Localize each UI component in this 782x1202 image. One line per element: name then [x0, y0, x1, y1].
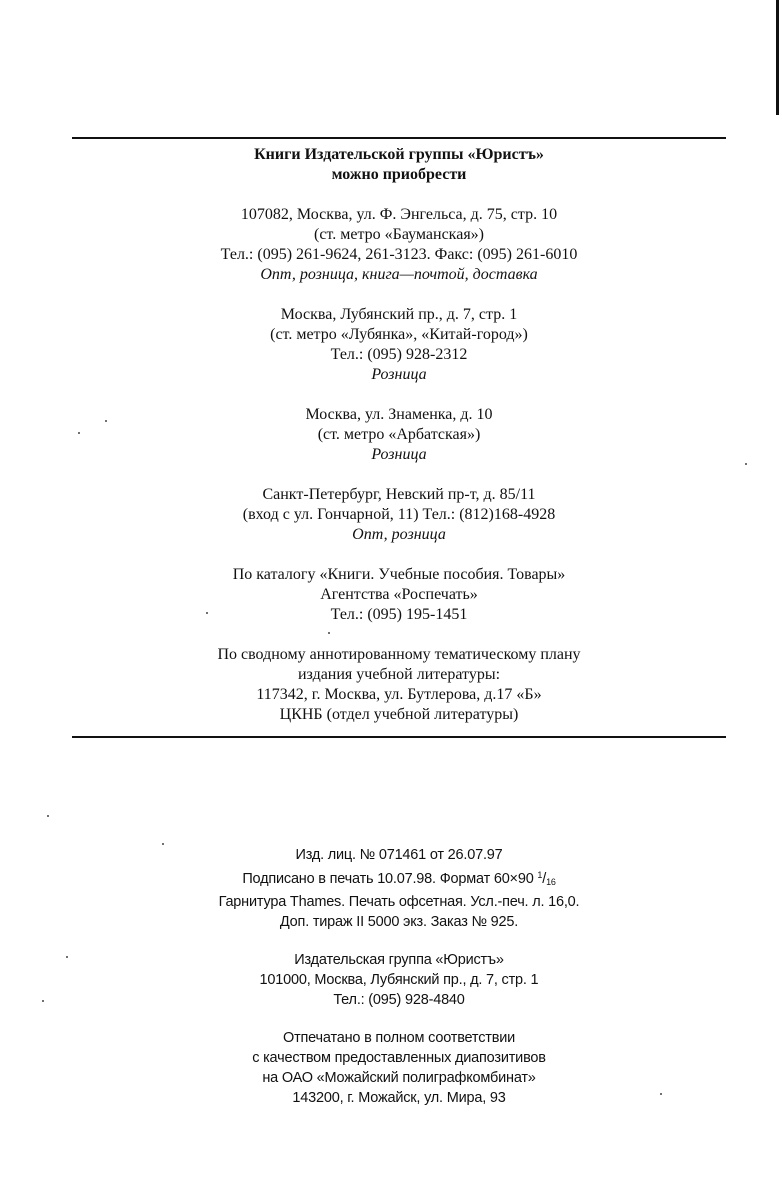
- publisher-contacts: [72, 950, 726, 1010]
- address-line: Москва, Лубянский пр., д. 7, стр. 1: [280, 306, 518, 323]
- sales-type: Розница: [371, 446, 427, 463]
- imprint-section: [72, 845, 726, 1108]
- license-line: Изд. лиц. № 071461 от 26.07.97: [295, 847, 503, 863]
- phone-line: Тел.: (095) 195-1451: [330, 606, 468, 623]
- phone-line: Тел.: (095) 928-2312: [330, 346, 468, 363]
- catalog-line: По каталогу «Книги. Учебные пособия. Товары»: [232, 566, 566, 583]
- location-spb: [72, 485, 726, 545]
- address-line: Санкт-Петербург, Невский пр-т, д. 85/11: [262, 486, 536, 503]
- heading-line-1: Книги Издательской группы «Юристъ»: [254, 146, 544, 163]
- catalog-rospechat: [72, 565, 726, 625]
- address-line: 117342, г. Москва, ул. Бутлерова, д.17 «Б»: [256, 686, 542, 703]
- sales-type: Опт, розница, книга—почтой, доставка: [260, 266, 538, 283]
- location-lubyanka: [72, 305, 726, 385]
- top-divider: [72, 137, 726, 139]
- signed-text: Подписано в печать 10.07.98. Формат 60×90: [242, 871, 534, 887]
- scan-speck: [47, 815, 49, 817]
- bottom-divider: [72, 736, 726, 738]
- sales-type: Опт, розница: [352, 526, 446, 543]
- scan-speck: [206, 612, 208, 614]
- agency-line: Агентства «Роспечать»: [320, 586, 478, 603]
- sales-type: Розница: [371, 366, 427, 383]
- signed-format-line: [72, 865, 726, 892]
- scan-speck: [78, 432, 80, 434]
- where-to-buy-heading: [72, 145, 726, 185]
- scan-speck: [328, 632, 330, 634]
- printer-line: Отпечатано в полном соответствии: [282, 1030, 515, 1046]
- address-line: 107082, Москва, ул. Ф. Энгельса, д. 75, стр. 10: [240, 206, 558, 223]
- where-to-buy-section: [72, 145, 726, 725]
- publisher-phone: Тел.: (095) 928-4840: [333, 992, 465, 1008]
- scan-speck: [745, 463, 747, 465]
- scan-speck: [105, 420, 107, 422]
- metro-line: (ст. метро «Лубянка», «Китай-город»): [270, 326, 528, 343]
- printer-info: [72, 1028, 726, 1108]
- department-line: ЦКНБ (отдел учебной литературы): [279, 706, 519, 723]
- heading-line-2: можно приобрести: [331, 166, 467, 183]
- metro-line: (ст. метро «Бауманская»): [314, 226, 484, 243]
- format-fraction: $^1/_{16}$: [537, 870, 556, 887]
- address-line: Москва, ул. Знаменка, д. 10: [305, 406, 493, 423]
- entrance-phone-line: (вход с ул. Гончарной, 11) Тел.: (812)168-4928: [242, 506, 556, 523]
- print-details: [72, 845, 726, 932]
- publisher-address: 101000, Москва, Лубянский пр., д. 7, стр. 1: [259, 972, 539, 988]
- publisher-name: Издательская группа «Юристъ»: [294, 952, 504, 968]
- plan-line: По сводному аннотированному тематическому плану: [217, 646, 581, 663]
- scan-speck: [660, 1093, 662, 1095]
- page-edge-mark: [776, 0, 779, 115]
- metro-line: (ст. метро «Арбатская»): [317, 426, 481, 443]
- printer-name: на ОАО «Можайский полиграфкомбинат»: [262, 1070, 536, 1086]
- printer-line: с качеством предоставленных диапозитивов: [252, 1050, 546, 1066]
- scan-speck: [66, 956, 68, 958]
- fraction-denominator: 16: [546, 877, 556, 887]
- scan-speck: [42, 1000, 44, 1002]
- typeface-line: Гарнитура Thames. Печать офсетная. Усл.-печ. л. 16,0.: [218, 894, 580, 910]
- plan-line: издания учебной литературы:: [297, 666, 501, 683]
- printer-address: 143200, г. Можайск, ул. Мира, 93: [292, 1090, 506, 1106]
- scan-speck: [162, 843, 164, 845]
- print-run-line: Доп. тираж II 5000 экз. Заказ № 925.: [279, 914, 519, 930]
- location-znamenka: [72, 405, 726, 465]
- phone-line: Тел.: (095) 261-9624, 261-3123. Факс: (095) 261-6010: [220, 246, 578, 263]
- fraction-numerator: 1: [537, 870, 543, 880]
- thematic-plan: [72, 645, 726, 725]
- location-bauman: [72, 205, 726, 285]
